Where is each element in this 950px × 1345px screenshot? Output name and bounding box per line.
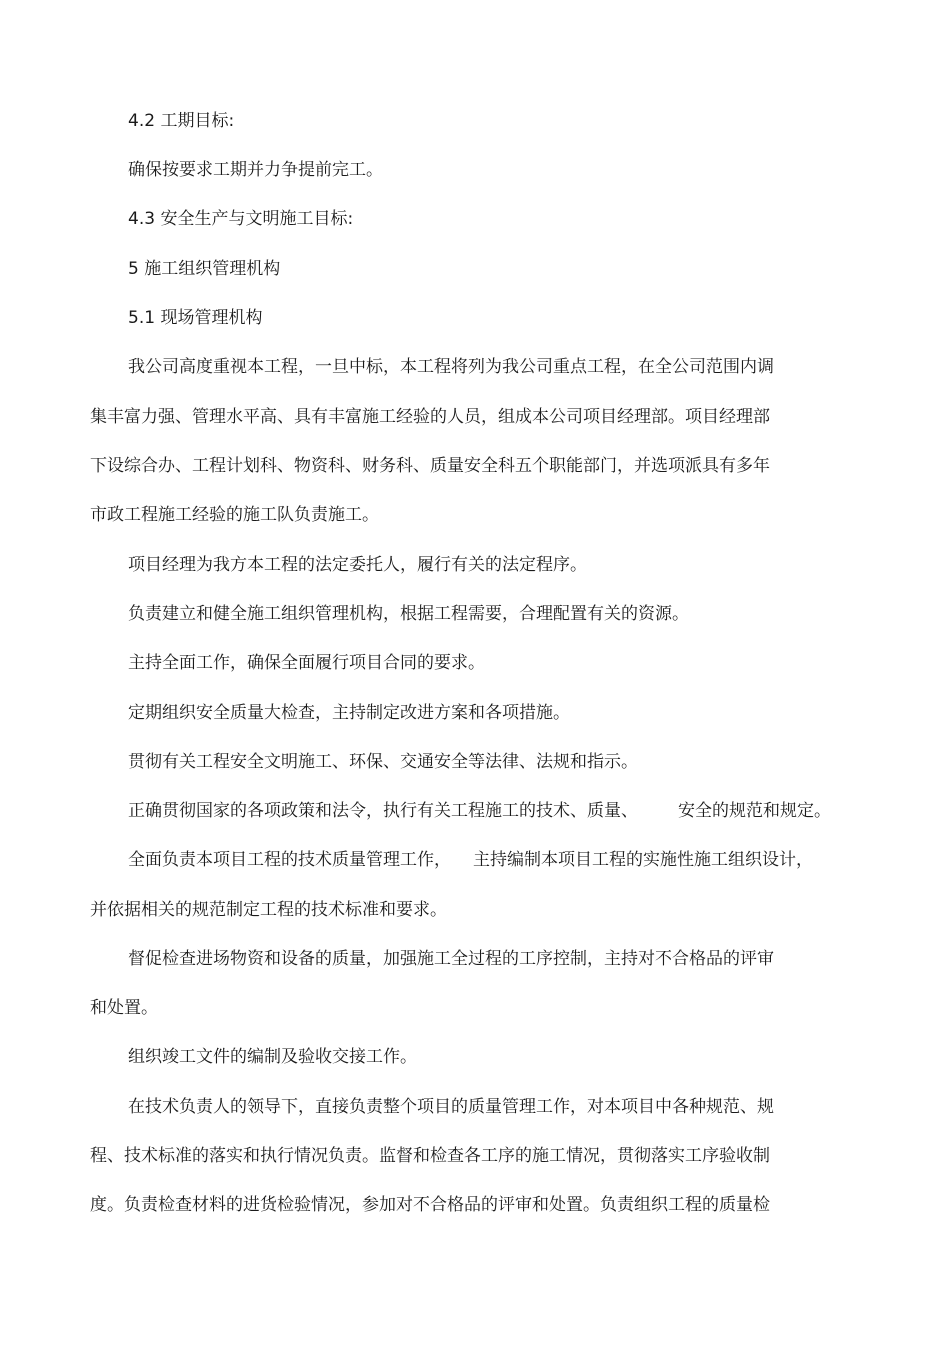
paragraph-line: 程、技术标准的落实和执行情况负责。监督和检查各工序的施工情况，贯彻落实工序验收制 xyxy=(90,1146,770,1166)
text-segment: 正确贯彻国家的各项政策和法令，执行有关工程施工的技术、质量、 xyxy=(128,801,638,821)
paragraph-pm-duty: 贯彻有关工程安全文明施工、环保、交通安全等法律、法规和指示。 xyxy=(128,752,638,772)
paragraph-line: 下设综合办、工程计划科、物资科、财务科、质量安全科五个职能部门，并选项派具有多年 xyxy=(90,456,770,476)
section-heading-5: 5 施工组织管理机构 xyxy=(128,259,281,279)
text-segment: 主持编制本项目工程的实施性施工组织设计， xyxy=(473,850,813,870)
paragraph-pm-duty: 定期组织安全质量大检查，主持制定改进方案和各项措施。 xyxy=(128,703,570,723)
paragraph-line: 和处置。 xyxy=(90,998,158,1018)
paragraph-line: 并依据相关的规范制定工程的技术标准和要求。 xyxy=(90,900,447,920)
paragraph-pm-duty xyxy=(128,800,831,822)
paragraph-line: 集丰富力强、管理水平高、具有丰富施工经验的人员，组成本公司项目经理部。项目经理部 xyxy=(90,407,770,427)
section-heading-4-2: 4.2 工期目标: xyxy=(128,111,235,131)
section-heading-5-1: 5.1 现场管理机构 xyxy=(128,308,263,328)
section-heading-4-3: 4.3 安全生产与文明施工目标: xyxy=(128,209,354,229)
text-segment: 安全的规范和规定。 xyxy=(678,801,831,821)
paragraph-pm-duty: 负责建立和健全施工组织管理机构，根据工程需要，合理配置有关的资源。 xyxy=(128,604,689,624)
paragraph-tech-duty xyxy=(128,849,813,871)
paragraph-line: 我公司高度重视本工程，一旦中标，本工程将列为我公司重点工程，在全公司范围内调 xyxy=(128,357,774,377)
paragraph-pm-duty: 项目经理为我方本工程的法定委托人，履行有关的法定程序。 xyxy=(128,555,587,575)
paragraph-schedule-goal: 确保按要求工期并力争提前完工。 xyxy=(128,160,383,180)
paragraph-tech-duty: 督促检查进场物资和设备的质量，加强施工全过程的工序控制，主持对不合格品的评审 xyxy=(128,949,774,969)
paragraph-tech-duty: 组织竣工文件的编制及验收交接工作。 xyxy=(128,1047,417,1067)
paragraph-line: 度。负责检查材料的进货检验情况，参加对不合格品的评审和处置。负责组织工程的质量检 xyxy=(90,1195,770,1215)
text-segment: 全面负责本项目工程的技术质量管理工作， xyxy=(128,850,451,870)
paragraph-line: 在技术负责人的领导下，直接负责整个项目的质量管理工作，对本项目中各种规范、规 xyxy=(128,1097,774,1117)
paragraph-pm-duty: 主持全面工作，确保全面履行项目合同的要求。 xyxy=(128,653,485,673)
paragraph-line: 市政工程施工经验的施工队负责施工。 xyxy=(90,505,379,525)
